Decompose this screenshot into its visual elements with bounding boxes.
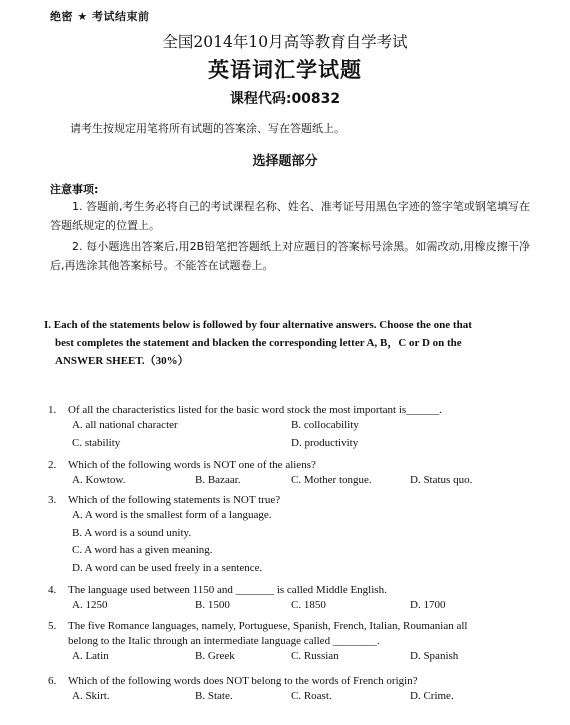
option-b: B. Greek (195, 650, 235, 662)
question-6 (48, 675, 538, 707)
question-2 (48, 459, 538, 491)
option-c: C. A word has a given meaning. (72, 544, 213, 556)
course-code: 课程代码:00832 (229, 91, 341, 107)
question-number: 3. (48, 494, 57, 506)
question-number: 2. (48, 459, 57, 471)
secret-mark: 绝密 ★ 考试结束前 (50, 10, 150, 23)
option-c: C. 1850 (291, 599, 326, 611)
option-d: D. Crime. (410, 690, 454, 702)
option-a: A. Kowtow. (72, 474, 126, 486)
option-c: C. Russian (291, 650, 339, 662)
exam-title: 全国2014年10月高等教育自学考试 (162, 33, 408, 51)
question-3 (48, 494, 538, 579)
option-a: A. all national character (72, 419, 178, 431)
question-stem: Which of the following words does NOT belong to the words of French origin? (68, 675, 418, 687)
option-d: D. productivity (291, 437, 359, 449)
option-d: D. 1700 (410, 599, 446, 611)
option-c: C. Mother tongue. (291, 474, 372, 486)
option-b: B. Bazaar. (195, 474, 241, 486)
question-number: 5. (48, 620, 57, 632)
question-stem: Which of the following words is NOT one of the aliens? (68, 459, 316, 471)
part-title: 选择题部分 (252, 154, 318, 169)
option-a: A. Skirt. (72, 690, 110, 702)
option-a: A. A word is the smallest form of a language. (72, 509, 272, 521)
option-d: D. Status quo. (410, 474, 473, 486)
question-4 (48, 584, 538, 616)
notes-heading: 注意事项: (50, 183, 99, 196)
option-d: D. Spanish (410, 650, 459, 662)
option-c: C. Roast. (291, 690, 332, 702)
question-stem-continued: belong to the Italic through an intermediate language called ________. (68, 635, 380, 647)
question-number: 4. (48, 584, 57, 596)
section-line-2: best completes the statement and blacken the corresponding letter A, B，C or D on the (55, 337, 462, 349)
option-b: B. collocability (291, 419, 359, 431)
option-b: B. State. (195, 690, 233, 702)
section-line-3: ANSWER SHEET.（30%） (55, 355, 189, 367)
option-b: B. 1500 (195, 599, 230, 611)
question-1 (48, 404, 538, 454)
option-c: C. stability (72, 437, 121, 449)
question-number: 1. (48, 404, 57, 416)
paper-title: 英语词汇学试题 (208, 58, 362, 82)
question-stem: The language used between 1150 and _______ is called Middle English. (68, 584, 387, 596)
option-a: A. Latin (72, 650, 109, 662)
question-stem: Which of the following statements is NOT true? (68, 494, 281, 506)
question-stem: Of all the characteristics listed for the basic word stock the most important is______. (68, 404, 442, 416)
note-item-1: 1. 答题前,考生务必将自己的考试课程名称、姓名、准考证号用黑色字迹的签字笔或钢笔填写在答题纸规定的位置上。 (50, 200, 530, 232)
option-b: B. A word is a sound unity. (72, 526, 192, 539)
note-item-2: 2. 每小题选出答案后,用2B铅笔把答题纸上对应题目的答案标号涂黑。如需改动,用橡皮擦干净后,再选涂其他答案标号。不能答在试题卷上。 (50, 240, 530, 272)
question-number: 6. (48, 675, 57, 687)
option-a: A. 1250 (72, 599, 108, 611)
question-5 (48, 620, 538, 667)
answer-instruction: 请考生按规定用笔将所有试题的答案涂、写在答题纸上。 (70, 122, 345, 135)
question-stem: The five Romance languages, namely, Portuguese, Spanish, French, Italian, Roumanian all (68, 620, 468, 632)
section-instruction (44, 316, 530, 370)
section-line-1: I. Each of the statements below is followed by four alternative answers. Choose the one that (44, 319, 472, 331)
option-d: D. A word can be used freely in a sentence. (72, 561, 263, 574)
